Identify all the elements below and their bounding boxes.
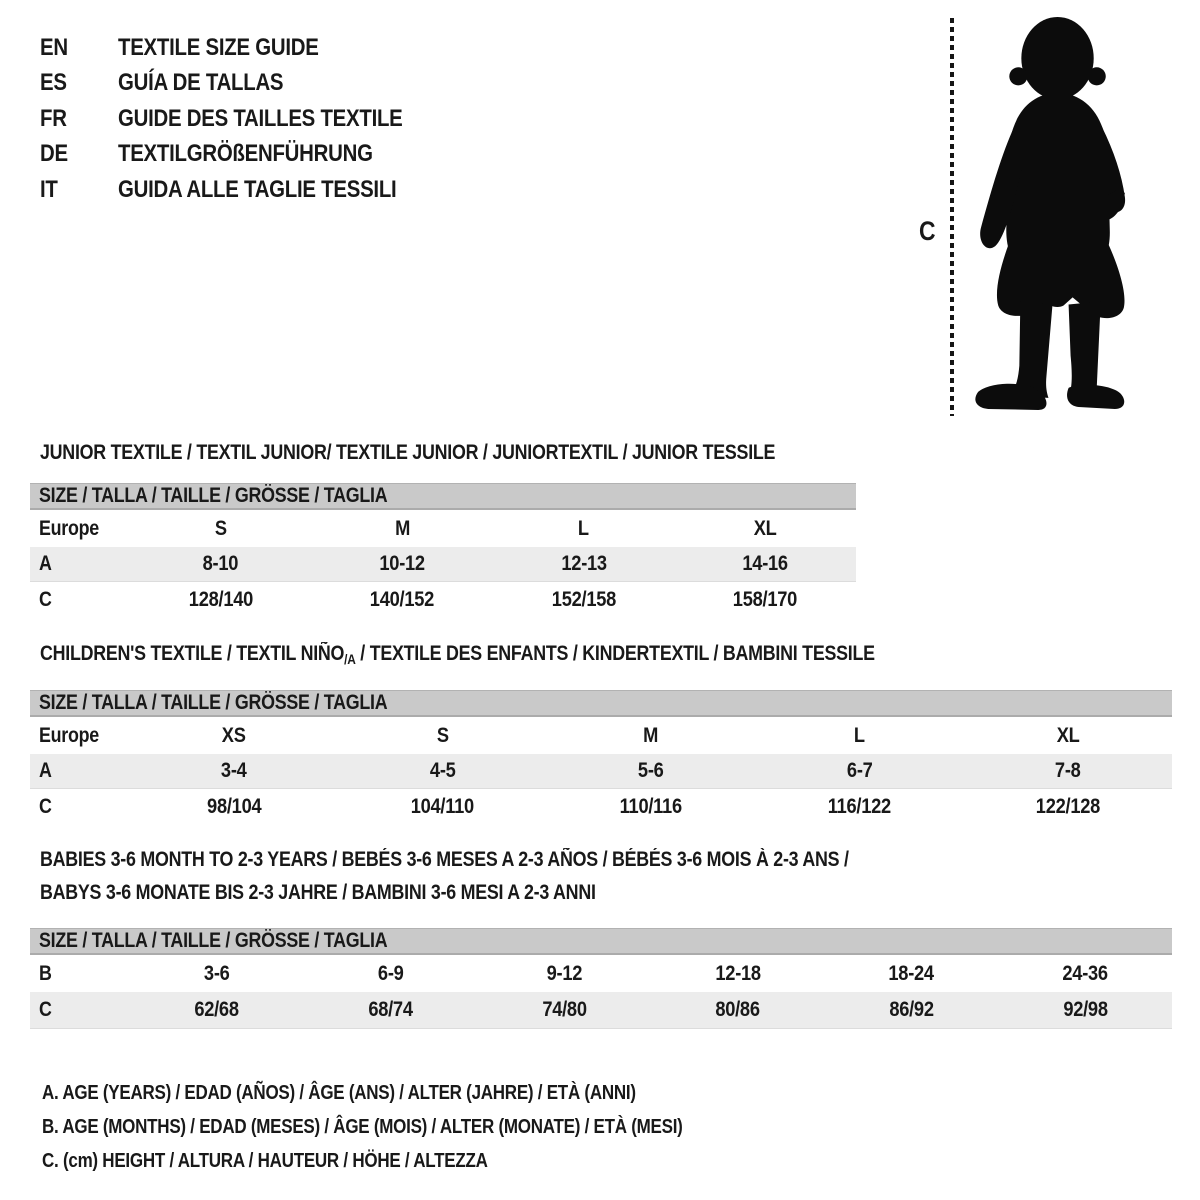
row-label-a: A (39, 759, 52, 782)
lang-code-en: EN (40, 33, 68, 61)
age-value: 8-10 (202, 552, 239, 575)
size-col-m: M (643, 723, 659, 747)
height-value: 110/116 (619, 794, 683, 818)
row-label-c: C (39, 998, 52, 1021)
junior-size-header-bar (30, 483, 856, 510)
measurement-legend (42, 1076, 796, 1178)
height-measure-label: C (919, 216, 936, 246)
legend-line-b: B. AGE (MONTHS) / EDAD (MESES) / ÂGE (MOIS) / ALTER (MONATE) / ETÀ (MESI) (42, 1115, 683, 1138)
language-title-block (40, 30, 453, 208)
height-value: 116/122 (827, 794, 891, 818)
age-value: 4-5 (429, 759, 456, 782)
size-col-s: S (214, 516, 227, 540)
row-label-c: C (39, 587, 52, 611)
babies-title-line2: BABYS 3-6 MONATE BIS 2-3 JAHRE / BAMBINI 3-6 MESI A 2-3 ANNI (40, 881, 596, 904)
height-value: 104/110 (410, 794, 475, 818)
age-value: 14-16 (742, 552, 788, 575)
row-label-a: A (39, 552, 52, 575)
lang-row-fr (40, 101, 453, 137)
babies-title-line1: BABIES 3-6 MONTH TO 2-3 YEARS / BEBÉS 3-6 MESES A 2-3 AÑOS / BÉBÉS 3-6 MOIS À 2-3 ANS / (40, 848, 849, 871)
months-value: 9-12 (546, 961, 582, 985)
size-col-xl: XL (753, 516, 777, 540)
region-label: Europe (39, 723, 99, 747)
months-value: 3-6 (204, 961, 230, 985)
junior-section-title: JUNIOR TEXTILE / TEXTIL JUNIOR/ TEXTILE JUNIOR / JUNIORTEXTIL / JUNIOR TESSILE (40, 441, 776, 464)
region-label: Europe (39, 516, 99, 540)
babies-section-title (40, 843, 991, 909)
age-value: 10-12 (379, 552, 425, 575)
children-height-row (30, 789, 1172, 824)
babies-height-row (30, 992, 1172, 1029)
junior-height-row (30, 582, 856, 617)
lang-row-en (40, 30, 453, 66)
babies-size-header-bar (30, 928, 1172, 955)
junior-region-row (30, 510, 856, 547)
height-dashed-line (950, 18, 954, 416)
months-value: 6-9 (377, 961, 404, 985)
children-size-header-bar (30, 690, 1172, 717)
row-label-b: B (39, 961, 52, 985)
junior-age-row (30, 547, 856, 582)
size-header-label: SIZE / TALLA / TAILLE / GRÖSSE / TAGLIA (39, 484, 388, 507)
size-col-l: L (578, 516, 590, 540)
height-value: 128/140 (188, 587, 253, 611)
babies-size-table (30, 928, 1172, 1029)
children-title-sub: /A (344, 651, 356, 667)
lang-code-es: ES (40, 69, 67, 97)
size-col-m: M (394, 516, 410, 540)
months-value: 12-18 (715, 961, 761, 985)
age-value: 6-7 (846, 759, 873, 782)
junior-size-table (30, 483, 856, 617)
height-value: 62/68 (194, 998, 240, 1021)
height-value: 152/158 (551, 587, 616, 611)
age-value: 3-4 (221, 759, 248, 782)
children-title-text: CHILDREN'S TEXTILE / TEXTIL NIÑO (40, 642, 345, 665)
age-value: 5-6 (638, 759, 664, 782)
age-value: 12-13 (561, 552, 607, 575)
row-label-c: C (39, 794, 52, 818)
lang-row-de (40, 137, 453, 173)
lang-title-it: GUIDA ALLE TAGLIE TESSILI (118, 175, 397, 203)
size-col-xs: XS (222, 723, 247, 747)
children-size-table (30, 690, 1172, 824)
height-value: 158/170 (733, 587, 798, 611)
size-col-l: L (853, 723, 865, 747)
legend-line-c: C. (cm) HEIGHT / ALTURA / HAUTEUR / HÖHE / ALTEZZA (42, 1149, 488, 1172)
lang-title-es: GUÍA DE TALLAS (118, 69, 284, 97)
lang-row-it (40, 172, 453, 208)
lang-title-de: TEXTILGRÖßENFÜHRUNG (118, 140, 373, 168)
height-value: 98/104 (207, 794, 262, 818)
babies-months-row (30, 955, 1172, 992)
lang-row-es (40, 66, 453, 102)
children-region-row (30, 717, 1172, 754)
months-value: 18-24 (888, 961, 935, 985)
height-value: 80/86 (715, 998, 761, 1021)
children-title-text-2: / TEXTILE DES ENFANTS / KINDERTEXTIL / BAMBINI TESSILE (355, 642, 875, 665)
height-measurement-figure (905, 14, 1165, 424)
lang-title-en: TEXTILE SIZE GUIDE (118, 33, 319, 61)
children-age-row (30, 754, 1172, 789)
height-value: 74/80 (541, 998, 587, 1021)
height-value: 92/98 (1062, 998, 1108, 1021)
size-col-s: S (436, 723, 449, 747)
lang-code-it: IT (40, 175, 58, 203)
height-value: 122/128 (1035, 794, 1100, 818)
height-value: 68/74 (368, 998, 413, 1021)
legend-line-a: A. AGE (YEARS) / EDAD (AÑOS) / ÂGE (ANS) / ALTER (JAHRE) / ETÀ (ANNI) (42, 1081, 636, 1104)
size-header-label: SIZE / TALLA / TAILLE / GRÖSSE / TAGLIA (39, 929, 388, 952)
height-value: 86/92 (889, 998, 934, 1021)
lang-title-fr: GUIDE DES TAILLES TEXTILE (118, 104, 403, 132)
children-section-title (40, 642, 1022, 667)
height-value: 140/152 (370, 587, 435, 611)
size-header-label: SIZE / TALLA / TAILLE / GRÖSSE / TAGLIA (39, 691, 388, 714)
age-value: 7-8 (1054, 759, 1081, 782)
lang-code-de: DE (40, 140, 68, 168)
size-col-xl: XL (1056, 723, 1080, 747)
toddler-silhouette-image (963, 14, 1141, 416)
months-value: 24-36 (1062, 961, 1108, 985)
lang-code-fr: FR (40, 104, 67, 132)
